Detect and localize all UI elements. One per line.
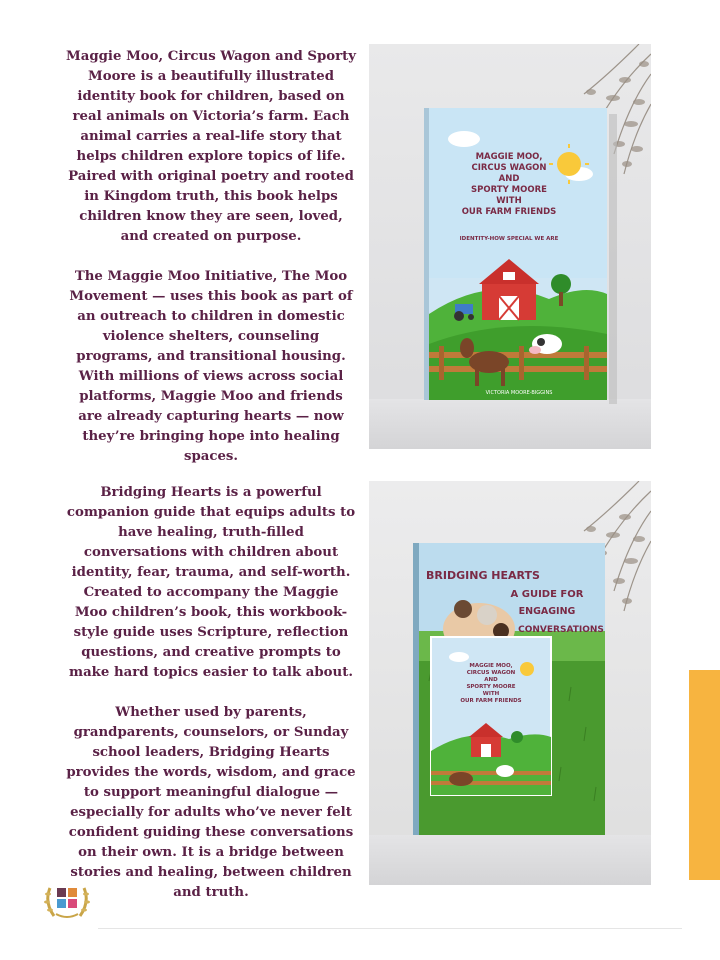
description-paragraph: The Maggie Moo Initiative, The Moo Movement — uses this book as part of an outreach to children in domestic violence shelters, counseling programs, and transitional housing. With millions of views across social platforms, Maggie Moo and friends are already capturing hearts — now they’re bringing hope into healing spaces. [69, 269, 353, 464]
cover-title-line: WITH [496, 196, 522, 206]
cover-title-line: MAGGIE MOO, [469, 663, 513, 669]
description-paragraph: Whether used by parents, grandparents, counselors, or Sunday school leaders, Bridging Hearts provides the words, wisdom, and grace to support meaningful dialogue — especially for adults who’ve never felt confident guiding these conversations on their own. It is a bridge between stories and healing, between children and truth. [66, 705, 356, 900]
cover-title-line: MAGGIE MOO, [475, 152, 543, 162]
description-paragraph: Bridging Hearts is a powerful companion guide that equips adults to have healing, truth-filled conversations with children about identity, fear, trauma, and self-worth. Created to accompany the Maggie Moo children’s book, this workbook-style guide uses Scripture, reflection questions, and creative prompts to make hard topics easier to talk about. [66, 485, 356, 680]
cover-title-line: AND [484, 677, 498, 683]
cover-title-line: CIRCUS WAGON [466, 670, 516, 676]
cover-author: VICTORIA MOORE-BIGGINS [485, 390, 553, 396]
cover-title-line: OUR FARM FRIENDS [460, 698, 522, 704]
accent-bar [689, 670, 720, 880]
book-cover-illustration [369, 44, 651, 449]
book-mockup-image [369, 481, 651, 885]
description-paragraph: Maggie Moo, Circus Wagon and Sporty Moore is a beautifully illustrated identity book for children, based on real animals on Victoria’s farm. Each animal carries a real-life story that helps children explore topics of life. Paired with original poetry and rooted in Kingdom truth, this book helps children know they are seen, loved, and created on purpose. [66, 49, 357, 244]
book-description-2 [66, 483, 356, 903]
footer-divider [98, 928, 682, 929]
cover-title-line: CONVERSATIONS [518, 625, 604, 635]
cover-title-line: A GUIDE FOR [510, 589, 584, 600]
cover-title-line: OUR FARM FRIENDS [461, 207, 557, 217]
cover-title-line: SPORTY MOORE [466, 684, 516, 690]
cover-title-line: AND [498, 174, 520, 184]
cover-title-line: BRIDGING HEARTS [426, 569, 540, 582]
cover-title-line: CIRCUS WAGON [471, 163, 547, 173]
book-mockup-image [369, 44, 651, 449]
cover-title-line: ENGAGING [518, 606, 576, 617]
book-cover-illustration [369, 481, 651, 885]
cover-title-line: WITH [482, 691, 500, 697]
cover-title-line: SPORTY MOORE [471, 185, 547, 195]
laurel-logo-icon [42, 880, 92, 922]
cover-subtitle: IDENTITY-HOW SPECIAL WE ARE [459, 236, 559, 242]
book-description-1 [66, 47, 356, 467]
